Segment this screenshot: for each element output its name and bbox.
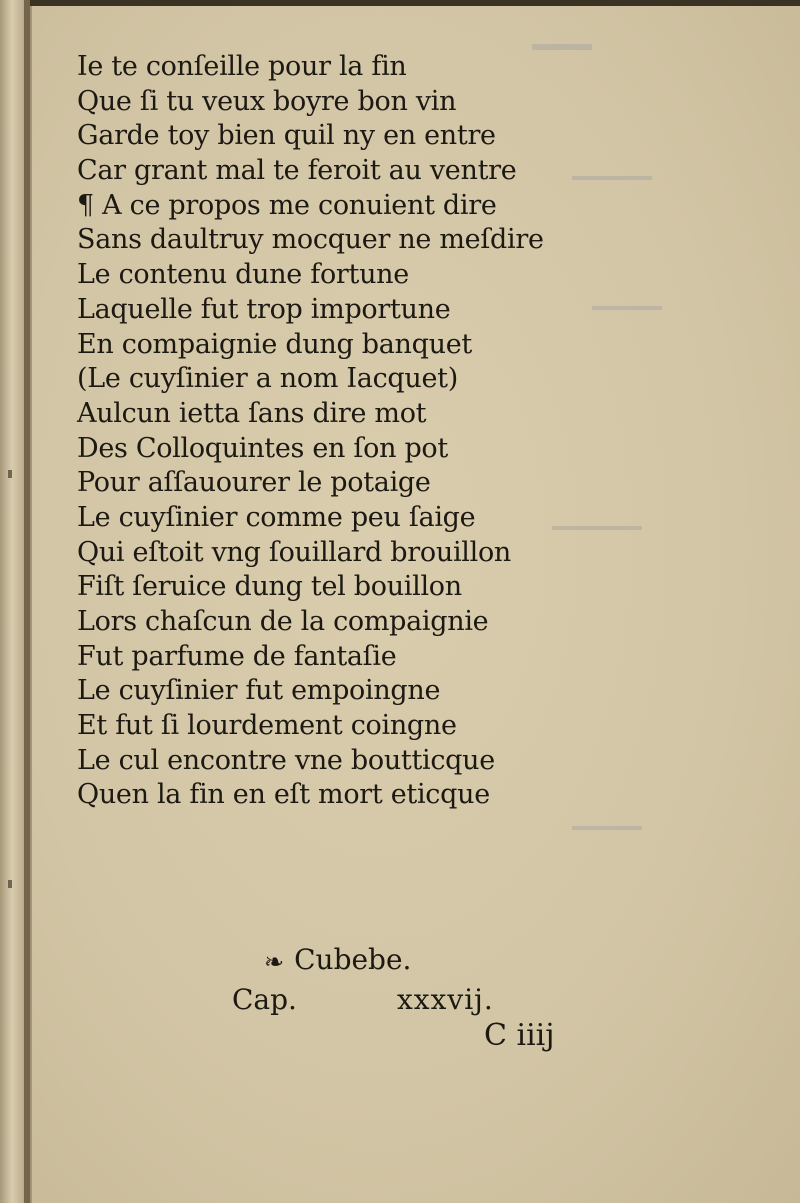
verse-line: Le cuyſinier comme peu ſaige	[77, 501, 476, 533]
verse-line: Des Colloquintes en ſon pot	[77, 432, 448, 464]
verse-line: Le cuyſinier fut empoingne	[77, 675, 441, 707]
entry-heading-text: Cubebe.	[294, 943, 412, 976]
verse-line: Le contenu dune fortune	[77, 259, 409, 291]
verse-line: (Le cuyſinier a nom Iacquet)	[77, 363, 458, 395]
margin-mark	[8, 880, 12, 888]
verse-line: En compaignie dung banquet	[77, 328, 472, 360]
verse-line: Que ſi tu veux boyre bon vin	[77, 85, 457, 117]
verse-line: Fut parfume de fantaſie	[77, 640, 397, 672]
entry-heading	[264, 943, 411, 976]
verse-line: ¶ A ce propos me conuient dire	[77, 189, 497, 221]
poem-verse	[77, 50, 637, 813]
margin-mark	[8, 470, 12, 478]
verse-line: Le cul encontre vne boutticque	[77, 744, 495, 776]
verse-line: Et fut ſi lourdement coingne	[77, 710, 457, 742]
chapter-label: Cap.	[232, 983, 297, 1016]
verse-line: Car grant mal te feroit au ventre	[77, 155, 517, 187]
verse-line: Pour aſſauourer le potaige	[77, 467, 431, 499]
verse-line: Sans daultruy mocquer ne meſdire	[77, 224, 544, 256]
verse-line: Qui eſtoit vng ſouillard brouillon	[77, 536, 511, 568]
verse-line: Garde toy bien quil ny en entre	[77, 120, 496, 152]
verse-line: Quen la fin en eſt mort eticque	[77, 779, 490, 811]
verse-line: Ie te conſeille pour la fin	[77, 51, 407, 82]
signature-mark: C iiij	[484, 1018, 555, 1053]
chapter-number: xxxvij.	[397, 983, 494, 1016]
book-page	[32, 6, 800, 1203]
verse-line: Laquelle fut trop importune	[77, 293, 451, 325]
verse-line: Fiſt ſeruice dung tel bouillon	[77, 571, 462, 603]
fleuron-icon: ❧	[264, 947, 285, 976]
verse-line: Lors chaſcun de la compaignie	[77, 606, 489, 637]
bleed-through-mark	[572, 826, 642, 830]
verse-line: Aulcun ietta ſans dire mot	[77, 397, 427, 429]
